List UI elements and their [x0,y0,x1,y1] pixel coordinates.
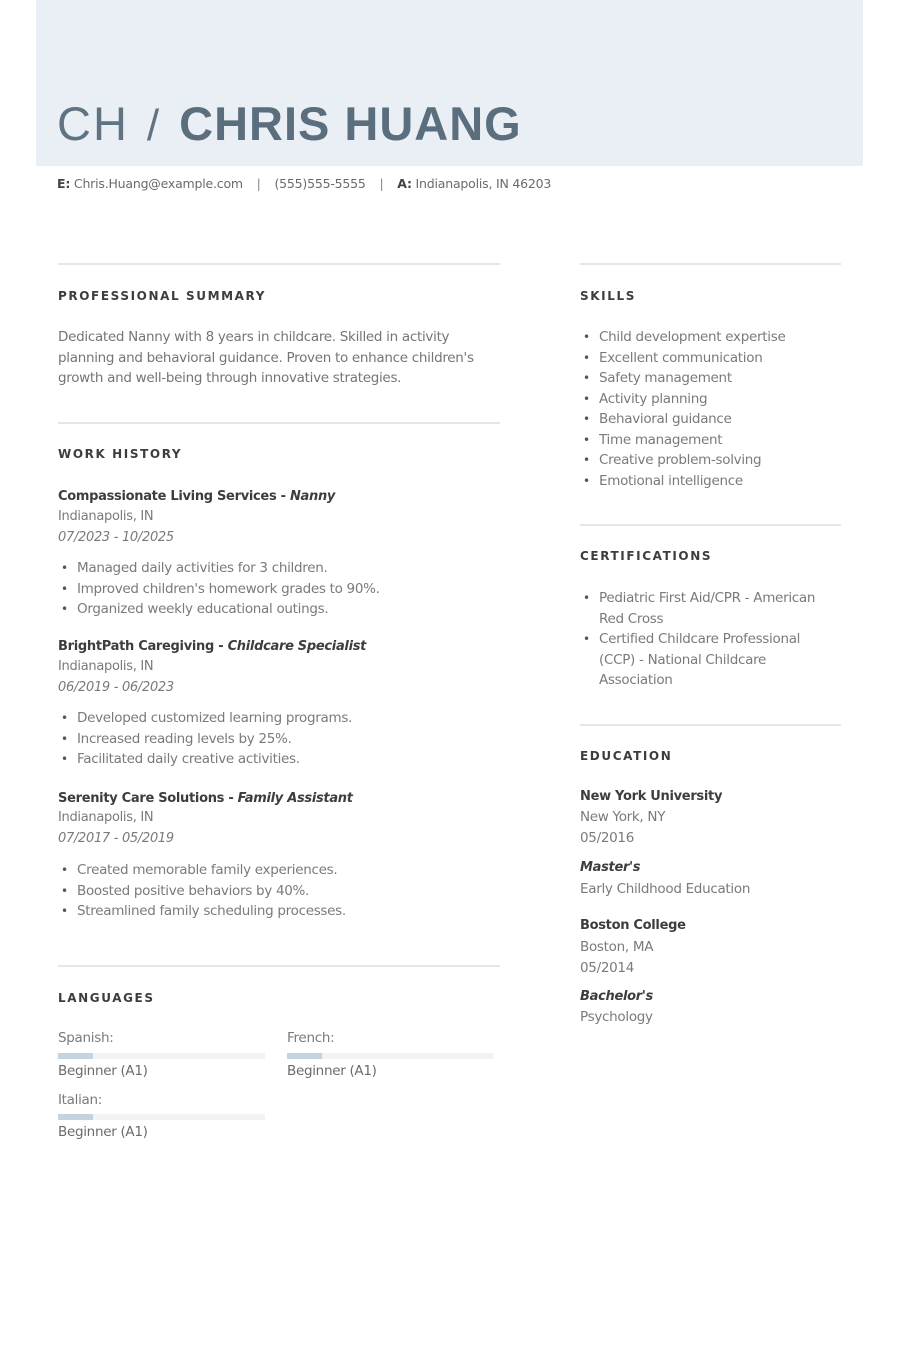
school-name: New York University [580,789,723,804]
job-location: Indianapolis, IN [58,659,154,674]
skill-item: • Behavioral guidance [580,409,840,430]
job-company: Serenity Care Solutions [58,791,225,806]
language-proficiency-bar [58,1114,265,1120]
job-meta [58,808,174,849]
school-meta [580,937,653,978]
summary-line: Dedicated Nanny with 8 years in childcare. Skilled in activity [58,329,450,345]
school-name: Boston College [580,918,686,933]
job-dash: - [224,791,238,806]
job-dash: - [214,639,228,654]
language-name: Spanish: [58,1030,114,1046]
job-bullets [58,860,346,922]
skill-item: • Emotional intelligence [580,471,840,492]
field-of-study: Early Childhood Education [580,881,751,897]
section-divider [58,965,500,967]
certification-item: • Pediatric First Aid/CPR - American Red Cross [580,588,830,629]
summary-line: planning and behavioral guidance. Proven to enhance children's [58,349,474,366]
languages-title: LANGUAGES [58,991,155,1005]
certifications-title: CERTIFICATIONS [580,549,713,563]
job-bullets [58,708,352,770]
section-divider [580,263,841,265]
graduation-date: 05/2016 [580,829,634,846]
field-of-study: Psychology [580,1009,653,1025]
contact-separator: | [379,176,384,191]
school-meta [580,807,665,848]
language-proficiency-fill [58,1053,93,1059]
skills-list [580,327,840,491]
job-heading [58,639,366,654]
language-name: Italian: [58,1092,103,1108]
skill-item: • Safety management [580,368,840,389]
job-bullet: • Improved children's homework grades to 90%. [58,579,380,600]
skill-item: • Child development expertise [580,327,840,348]
summary-text [58,327,508,389]
language-proficiency-bar [58,1053,265,1059]
job-meta [58,657,174,698]
job-heading [58,489,335,504]
job-bullets [58,558,380,620]
skills-title: SKILLS [580,289,636,303]
email-label: E: [57,176,71,191]
job-bullet: • Streamlined family scheduling processes. [58,901,346,922]
job-bullet: • Organized weekly educational outings. [58,599,380,620]
job-bullet: • Facilitated daily creative activities. [58,749,352,770]
degree-name: Bachelor's [580,989,653,1004]
language-proficiency-fill [58,1114,93,1120]
job-bullet: • Managed daily activities for 3 children. [58,558,380,579]
job-role: Family Assistant [237,791,353,806]
full-name: CHRIS HUANG [179,97,522,150]
language-proficiency-fill [287,1053,322,1059]
job-company: BrightPath Caregiving [58,639,214,654]
school-location: New York, NY [580,809,666,825]
name-heading [57,96,522,156]
school-location: Boston, MA [580,939,654,955]
job-bullet: • Boosted positive behaviors by 40%. [58,881,346,902]
summary-line: growth and well-being through innovative strategies. [58,370,402,386]
certification-item: • Certified Childcare Professional (CCP) - National Childcare Association [580,629,830,691]
skill-item: • Time management [580,430,840,451]
contact-separator: | [256,176,261,191]
language-level: Beginner (A1) [58,1124,148,1140]
job-bullet: • Created memorable family experiences. [58,860,346,881]
summary-title: PROFESSIONAL SUMMARY [58,289,267,303]
language-level: Beginner (A1) [58,1063,148,1079]
job-role: Childcare Specialist [227,639,367,654]
section-divider [58,263,500,265]
job-dates: 07/2017 - 05/2019 [58,830,174,846]
name-slash: / [146,101,160,150]
language-level: Beginner (A1) [287,1063,377,1079]
degree-name: Master's [580,860,641,875]
address-value: Indianapolis, IN 46203 [415,176,552,191]
phone-value[interactable]: (555)555-5555 [274,176,366,191]
email-value[interactable]: Chris.Huang@example.com [73,176,243,191]
work-history-title: WORK HISTORY [58,447,183,461]
section-divider [580,524,841,526]
skill-item: • Excellent communication [580,348,840,369]
job-dates: 07/2023 - 10/2025 [58,529,174,545]
section-divider [580,724,841,726]
job-bullet: • Developed customized learning programs. [58,708,352,729]
section-divider [58,422,500,424]
graduation-date: 05/2014 [580,959,634,976]
name-initials: CH [57,97,129,150]
job-role: Nanny [289,489,336,504]
contact-line [57,176,551,191]
skill-item: • Creative problem-solving [580,450,840,471]
job-dates: 06/2019 - 06/2023 [58,679,174,695]
job-bullet: • Increased reading levels by 25%. [58,729,352,750]
job-location: Indianapolis, IN [58,509,154,524]
job-heading [58,791,353,806]
job-meta [58,507,174,548]
education-title: EDUCATION [580,749,673,763]
skill-item: • Activity planning [580,389,840,410]
language-name: French: [287,1030,335,1046]
certifications-list [580,588,830,691]
address-label: A: [397,176,412,191]
job-company: Compassionate Living Services [58,489,277,504]
job-dash: - [276,489,290,504]
language-proficiency-bar [287,1053,494,1059]
job-location: Indianapolis, IN [58,810,154,825]
